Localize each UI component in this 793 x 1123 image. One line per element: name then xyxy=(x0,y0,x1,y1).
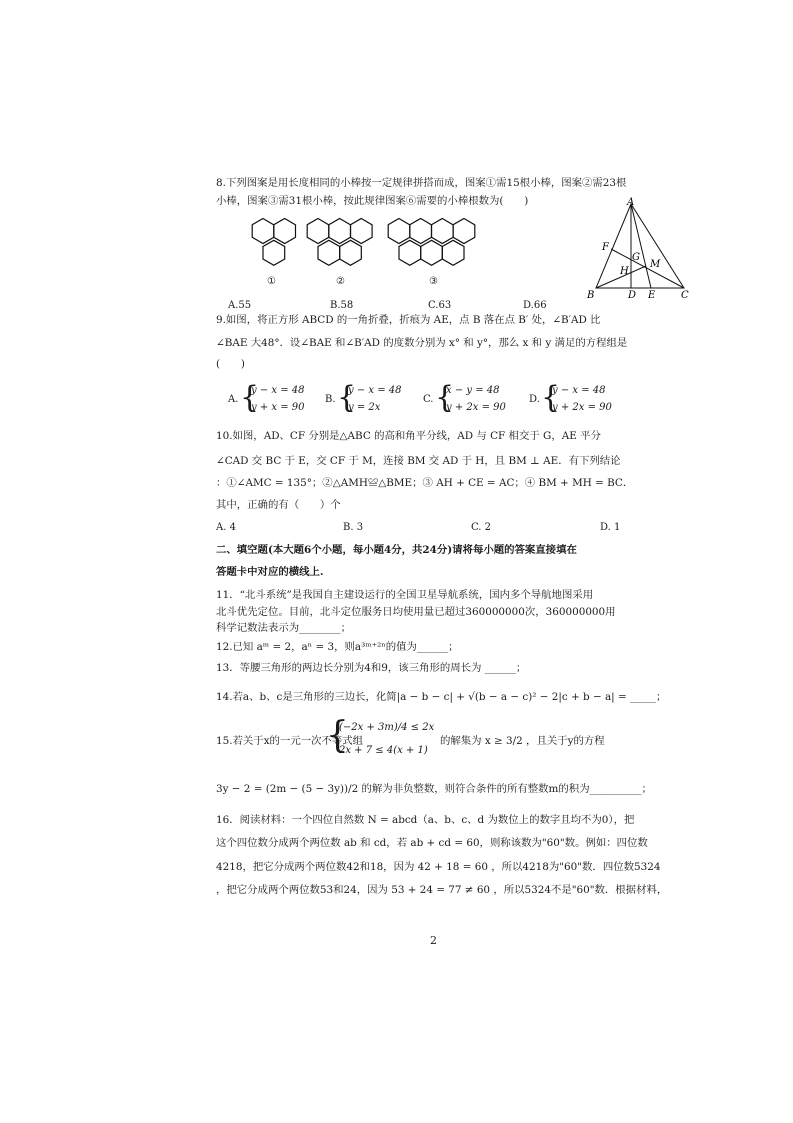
q8-option-c: C.63 xyxy=(428,300,452,311)
q15-suffix: 的解集为 x ≥ 3/2 ，且关于y的方程 xyxy=(440,735,605,747)
pattern-3-hex-top xyxy=(453,219,475,244)
label-B: B xyxy=(587,290,595,301)
q8-line-1: 8.下列图案是用长度相同的小棒按一定规律拼搭而成，图案①需15根小棒，图案②需23根 xyxy=(216,177,627,189)
q9-line-3: ( ) xyxy=(216,358,245,370)
q15-prefix: 15.若关于x的一元一次不等式组 xyxy=(216,735,364,747)
q16-line-1: 16．阅读材料：一个四位自然数 N = abcd（a、b、c、d 为数位上的数字且均不为0），把 xyxy=(216,814,635,826)
label-C: C xyxy=(681,290,689,301)
pattern-2-hex-bottom xyxy=(340,240,362,265)
pattern-label-3: ③ xyxy=(429,276,438,287)
q16-line-3: 4218，把它分成两个两位数42和18，因为 42 + 18 = 60 ，所以4218为"60"数．四位数5324 xyxy=(216,861,661,873)
q9-line-1: 9.如图，将正方形 ABCD 的一角折叠，折痕为 AE，点 B 落在点 B′ 处，∠B′AD 比 xyxy=(216,314,601,326)
label-G: G xyxy=(632,252,640,263)
q13: 13．等腰三角形的两边长分别为4和9，该三角形的周长为 ______； xyxy=(216,662,527,674)
label-H: H xyxy=(620,266,629,277)
pattern-1-hex-top xyxy=(274,219,296,244)
q16-line-4: ，把它分成两个两位数53和24，因为 53 + 24 = 77 ≠ 60 ，所以5324不是"60"数．根据材料， xyxy=(216,884,668,896)
hexagon-patterns-figure xyxy=(245,215,505,290)
label-A: A xyxy=(627,197,635,208)
q15-line-2: 3y − 2 = (2m − (5 − 3y))/2 的解为非负整数，则符合条件的所有整数m的积为__________； xyxy=(216,783,652,795)
pattern-3-hex-top xyxy=(410,219,432,244)
section-2-heading-line-2: 答题卡中对应的横线上. xyxy=(216,566,324,578)
q10-option-d: D. 1 xyxy=(600,522,621,533)
triangle-figure xyxy=(584,194,696,302)
pattern-1-hex-bottom xyxy=(263,240,285,265)
pattern-3-hex-bottom xyxy=(399,240,421,265)
q11-line-2: 北斗优先定位。目前，北斗定位服务日均使用量已超过360000000次，360000000用 xyxy=(216,606,616,618)
q10-line-4: 其中，正确的有（ ）个 xyxy=(216,499,341,511)
pattern-2-hex-top xyxy=(329,219,351,244)
q16-line-2: 这个四位数分成两个两位数 ab 和 cd，若 ab + cd = 60，则称该数为"60"数。例如：四位数 xyxy=(216,837,648,849)
q8-option-a: A.55 xyxy=(228,300,252,311)
pattern-3-hex-top xyxy=(388,219,410,244)
q12: 12.已知 aᵐ = 2，aⁿ = 3，则a³ᵐ⁺²ⁿ的值为______； xyxy=(216,641,459,653)
q14: 14.若a、b、c是三角形的三边长，化简|a − b − c| + √(b − a − c)² − 2|c + b − a| = _____； xyxy=(216,691,667,703)
page-number: 2 xyxy=(430,934,437,947)
pattern-3-hex-bottom xyxy=(442,240,464,265)
label-E: E xyxy=(648,290,656,301)
q10-line-1: 10.如图，AD、CF 分别是△ABC 的高和角平分线，AD 与 CF 相交于 G，AE 平分 xyxy=(216,430,601,442)
pattern-3-hex-top xyxy=(432,219,454,244)
label-F: F xyxy=(602,242,609,253)
label-D: D xyxy=(628,290,637,301)
section-2-heading-line-1: 二、填空题(本大题6个小题，每小题4分，共24分)请将每小题的答案直接填在 xyxy=(216,544,577,556)
pattern-label-2: ② xyxy=(336,276,345,287)
q11-line-1: 11．“北斗系统”是我国自主建设运行的全国卫星导航系统，国内多个导航地图采用 xyxy=(216,589,594,601)
q8-line-2: 小棒，图案③需31根小棒，按此规律图案⑥需要的小棒根数为( ) xyxy=(216,195,529,207)
q9-line-2: ∠BAE 大48°．设∠BAE 和∠B′AD 的度数分别为 x° 和 y°，那么 x 和 y 满足的方程组是 xyxy=(216,337,628,349)
q10-option-a: A. 4 xyxy=(216,522,236,533)
pattern-2-hex-top xyxy=(307,219,329,244)
page: 8.下列图案是用长度相同的小棒按一定规律拼搭而成，图案①需15根小棒，图案②需23根 小棒，图案③需31根小棒，按此规律图案⑥需要的小棒根数为( ) ① ② ③ A B D E C F G H M A.55 B.58 C.63 D.66 9.如图，将正方形 ABCD 的一角折叠，折痕为 AE，点 B 落在点 B′ 处，∠B′AD 比 ∠BAE 大48°．设∠BAE 和∠B′AD 的度数分别为 x° 和 y°，那么 x 和 y 满足的方程组是 ( ) A. { y − x = 48 y + x = 90 B. { y − x = 48 y = 2x C. { x − y = 48 y + 2x = 90 D. { y − x = 48 y + 2x = 90 10.如图，AD、CF 分别是△ABC 的高和角平分线，AD 与 CF 相交于 G，AE 平分 ∠CAD 交 BC 于 E，交 CF 于 M，连接 BM 交 AD 于 H，且 BM ⊥ AE．有下列结论 ：①∠AMC = 135°；②△AMH≌△BME；③ AH + CE = AC；④ BM + MH = BC． 其中，正确的有（ ）个 A. 4 B. 3 C. 2 D. 1 二、填空题(本大题6个小题，每小题4分，共24分)请将每小题的答案直接填在 答题卡中对应的横线上. 11．“北斗系统”是我国自主建设运行的全国卫星导航系统，国内多个导航地图采用 北斗优先定位。目前，北斗定位服务日均使用量已超过360000000次，360000000用 科学记数法表示为________； 12.已知 aᵐ = 2，aⁿ = 3，则a³ᵐ⁺²ⁿ的值为______； 13．等腰三角形的两边长分别为4和9，该三角形的周长为 ______； 14.若a、b、c是三角形的三边长，化简|a − b − c| + √(b − a − c)² − 2|c + b − a| = _____； 15.若关于x的一元一次不等式组 { (−2x + 3m)/4 ≤ 2x 2x + 7 ≤ 4(x + 1) 的解集为 x ≥ 3/2 ，且关于y的方程 3y − 2 = (2m − (5 − 3y))/2 的解为非负整数，则符合条件的所有整数m的积为__________； 16．阅读材料：一个四位自然数 N = abcd（a、b、c、d 为数位上的数字且均不为0），把 这个四位数分成两个两位数 ab 和 cd，若 ab + cd = 60，则称该数为"60"数。例如：四位数 4218，把它分成两个两位数42和18，因为 42 + 18 = 60 ，所以4218为"60"数．四位数5324 ，把它分成两个两位数53和24，因为 53 + 24 = 77 ≠ 60 ，所以5324不是"60"数．根据材料， 2 xyxy=(0,0,793,1123)
q8-option-b: B.58 xyxy=(330,300,354,311)
pattern-2-hex-top xyxy=(351,219,373,244)
q10-line-2: ∠CAD 交 BC 于 E，交 CF 于 M，连接 BM 交 AD 于 H，且 BM ⊥ AE．有下列结论 xyxy=(216,455,621,467)
q10-option-c: C. 2 xyxy=(471,522,492,533)
pattern-2-hex-bottom xyxy=(318,240,340,265)
pattern-1-hex-top xyxy=(252,219,274,244)
pattern-3-hex-bottom xyxy=(421,240,443,265)
q8-option-d: D.66 xyxy=(523,300,547,311)
q10-option-b: B. 3 xyxy=(343,522,364,533)
q11-line-3: 科学记数法表示为________； xyxy=(216,622,352,634)
label-M: M xyxy=(650,259,661,270)
q10-line-3: ：①∠AMC = 135°；②△AMH≌△BME；③ AH + CE = AC；④ BM + MH = BC． xyxy=(216,477,634,489)
pattern-label-1: ① xyxy=(267,276,276,287)
